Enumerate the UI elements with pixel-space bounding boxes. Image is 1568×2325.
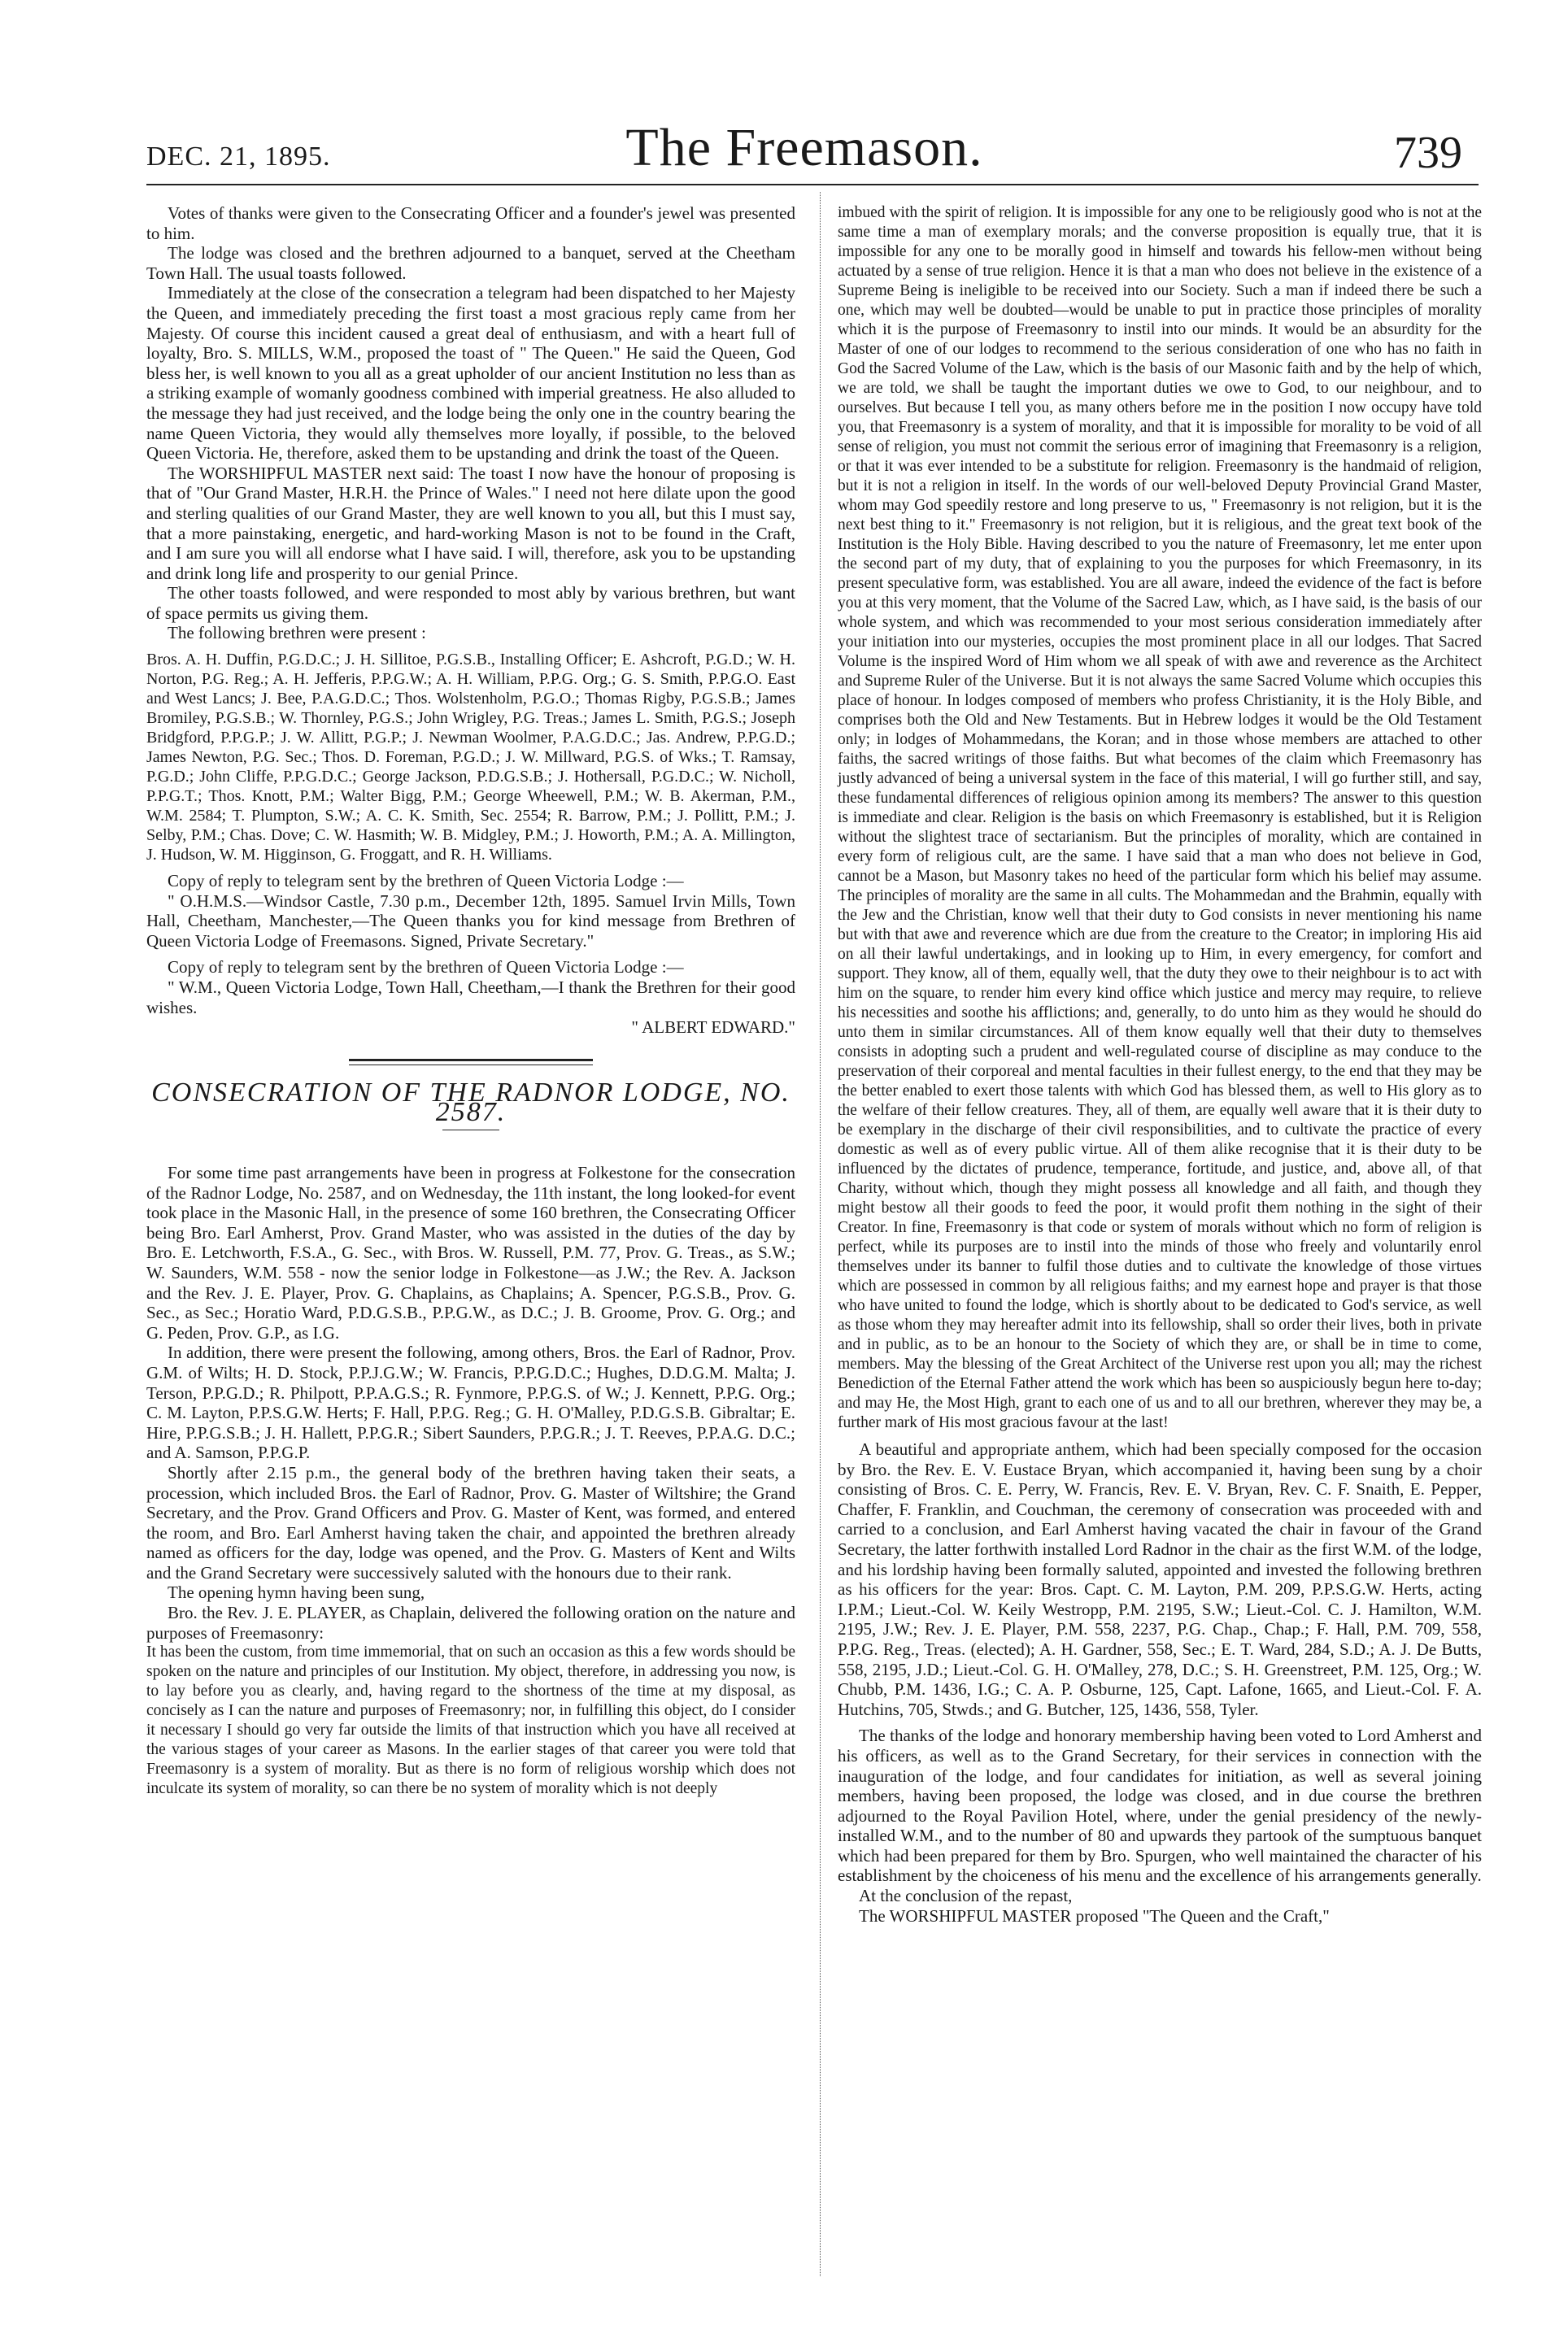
telegram-text: " O.H.M.S.—Windsor Castle, 7.30 p.m., December 12th, 1895. Samuel Irvin Mills, Town Hall, Cheetham, Manchester,—The Queen thanks you for kind message from Brethren of Queen Victoria Lodge of Freemasons. Signed, Private Secretary." [146, 890, 795, 951]
paragraph: At the conclusion of the repast, [859, 1886, 1073, 1906]
paragraph: Copy of reply to telegram sent by the brethren of Queen Victoria Lodge :— [168, 957, 684, 977]
paragraph: Bro. the Rev. J. E. PLAYER, as Chaplain, delivered the following oration on the nature and purposes of Freemasonry: [146, 1603, 795, 1643]
paragraph: Copy of reply to telegram sent by the brethren of Queen Victoria Lodge :— [168, 871, 684, 891]
paragraph: The opening hymn having been sung, [168, 1583, 425, 1603]
paragraph: The WORSHIPFUL MASTER next said: The toast I now have the honour of proposing is that of "Our Grand Master, H.R.H. the Prince of Wales." I need not here dilate upon the good and sterling qualities of our Grand Master, they are well known to you all, but this I must say, that a more painstaking, energetic, and hard-working Mason is not to be found in the Craft, and I am sure you will all endorse what I have said. I will, therefore, ask you to be upstanding and drink long life and prosperity to our genial Prince. [146, 463, 795, 583]
telegram-text: " W.M., Queen Victoria Lodge, Town Hall, Cheetham,—I thank the Brethren for their good wishes. [146, 977, 795, 1017]
section-rule [349, 1059, 593, 1065]
paragraph: The lodge was closed and the brethren adjourned to a banquet, served at the Cheetham Town Hall. The usual toasts followed. [146, 243, 795, 283]
article-heading: CONSECRATION OF THE RADNOR LODGE, NO. 2587. [151, 1077, 791, 1128]
right-column [838, 203, 1482, 1926]
issue-date: DEC. 21, 1895. [146, 142, 331, 172]
paragraph: The thanks of the lodge and honorary membership having been voted to Lord Amherst and his officers, as well as to the Grand Secretary, for their services in connection with the inauguration of the lodge, and four candidates for initiation, as well as several joining members, having been proposed, the lodge was closed, and in due course the brethren adjourned to the Royal Pavilion Hotel, where, under the genial presidency of the newly-installed W.M., and to the number of 80 and upwards they partook of the sumptuous banquet which had been prepared for them by Bro. Spurgen, who well maintained the character of his establishment by the choiceness of his menu and the excellence of his arrangements generally. [838, 1726, 1482, 1886]
telegram-signature: " ALBERT EDWARD." [631, 1017, 795, 1038]
masthead [146, 118, 1462, 179]
column-divider [820, 192, 821, 2276]
paragraph: Votes of thanks were given to the Consecrating Officer and a founder's jewel was presented to him. [146, 203, 795, 243]
paragraph: The following brethren were present : [168, 623, 426, 643]
paragraph: For some time past arrangements have been in progress at Folkestone for the consecration of the Radnor Lodge, No. 2587, and on Wednesday, the 11th instant, the long looked-for event took place in the Masonic Hall, in the presence of some 160 brethren, the Consecrating Officer being Bro. Earl Amherst, Prov. Grand Master, who was assisted in the duties of the day by Bro. E. Letchworth, F.S.A., G. Sec., with Bros. W. Russell, P.M. 77, Prov. G. Treas., as S.W.; W. Saunders, W.M. 558 - now the senior lodge in Folkestone—as J.W.; the Rev. A. Jackson and the Rev. J. E. Player, Prov. G. Chaplains, as Chaplains; A. Spencer, P.G.S.B., Prov. G. Sec., as Sec.; Horatio Ward, P.D.G.S.B., P.P.G.W., as D.C.; J. B. Groome, Prov. G. Org.; and G. Peden, Prov. G.P., as I.G. [146, 1163, 795, 1343]
paragraph: A beautiful and appropriate anthem, which had been specially composed for the occasion by Bro. the Rev. E. V. Eustace Bryan, which accompanied it, having been sung by a choir consisting of Bros. C. E. Perry, W. Francis, Rev. E. V. Bryan, Rev. C. F. Snaith, E. Pepper, Chaffer, F. Franklin, and Couchman, the ceremony of consecration was proceeded with and carried to a conclusion, and Earl Amherst having vacated the chair in favour of the Grand Secretary, the latter forthwith installed Lord Radnor in the chair as the first W.M. of the lodge, and his lordship having been formally saluted, appointed and invested the following brethren as his officers for the year: Bros. Capt. C. M. Layton, P.M. 209, P.P.S.G.W. Herts, acting I.P.M.; Lieut.-Col. W. Keily Westropp, P.M. 2195, S.W.; Lieut.-Col. C. J. Hamilton, W.M. 2195, J.W.; Rev. J. E. Player, P.M. 558, 2237, P.G. Chap., Chap.; F. Hall, P.M. 709, 558, P.P.G. Reg., Treas. (elected); A. H. Gardner, 558, Sec.; E. T. Ward, 284, S.D.; A. J. De Butts, 558, 2195, J.D.; Lieut.-Col. G. H. O'Malley, 278, D.C.; S. H. Greenstreet, P.M. 125, Org.; W. Chubb, P.M. 1436, I.G.; C. A. P. Osburne, 125, Capt. Lafone, 1665, and Lieut.-Col. F. A. Hutchins, 705, Stwds.; and G. Butcher, 125, 1436, 558, Tyler. [838, 1439, 1482, 1719]
paragraph: Immediately at the close of the consecration a telegram had been dispatched to her Majesty the Queen, and immediately preceding the first toast a most gracious reply came from her Majesty. Of course this incident caused a great deal of enthusiasm, and with a heart full of loyalty, Bro. S. MILLS, W.M., proposed the toast of " The Queen." He said the Queen, God bless her, is well known to you all as a great upholder of our ancient Institution no less than as a striking example of womanly goodness combined with imperial greatness. He also alluded to the message they had just received, and the lodge being the only one in the country bearing the name Queen Victoria, they would ally themselves more loyally, if possible, to the beloved Queen Victoria. He, therefore, asked them to be upstanding and drink the toast of the Queen. [146, 283, 795, 464]
left-column [146, 203, 795, 1799]
publication-title: The Freemason. [625, 118, 983, 177]
brethren-list: Bros. A. H. Duffin, P.G.D.C.; J. H. Sillitoe, P.G.S.B., Installing Officer; E. Ashcroft, P.G.D.; W. H. Norton, P.G. Reg.; A. H. Jefferis, P.P.G.W.; A. H. William, P.P.G. Org.; G. S. Smith, P.P.G.O. East and West Lancs; J. Bee, P.A.G.D.C.; Thos. Wolstenholm, P.G.O.; Thomas Rigby, P.G.S.B.; James Bromiley, P.G.S.B.; W. Thornley, P.G.S.; John Wrigley, P.G. Treas.; James L. Smith, P.G.S.; Joseph Bridgford, P.P.G.P.; J. W. Allitt, P.G.P.; J. Newman Woolmer, P.A.G.D.C.; Jas. Andrew, P.P.G.D.; James Newton, P.G. Sec.; Thos. D. Foreman, P.G.D.; J. W. Millward, P.G.S. of Wks.; T. Ramsay, P.G.D.; John Cliffe, P.P.G.D.C.; George Jackson, P.D.G.S.B.; J. Hothersall, P.G.D.C.; W. Nicholl, P.P.G.T.; Thos. Knott, P.M.; Walter Bigg, P.M.; George Wheewell, P.M.; W. B. Akerman, P.M., W.M. 2584; T. Plumpton, S.W.; A. C. K. Smith, Sec. 2554; R. Barrow, P.M.; J. Pollitt, P.M.; J. Selby, P.M.; Chas. Dove; C. W. Hasmith; W. B. Midgley, P.M.; J. Howorth, P.M.; A. A. Millington, J. Hudson, W. M. Higginson, G. Froggatt, and R. H. Williams. [146, 651, 795, 864]
paragraph: The WORSHIPFUL MASTER proposed "The Queen and the Craft," [859, 1905, 1330, 1926]
page-number: 739 [1394, 128, 1462, 178]
paragraph: In addition, there were present the following, among others, Bros. the Earl of Radnor, Prov. G.M. of Wilts; H. D. Stock, P.P.J.G.W.; W. Francis, P.P.G.D.C.; Hughes, D.D.G.M. Malta; J. Terson, P.P.G.D.; R. Philpott, P.P.A.G.S.; R. Fynmore, P.P.G.S. of W.; J. Kennett, P.P.G. Org.; C. M. Layton, P.P.S.G.W. Herts; F. Hall, P.P.G. Reg.; G. H. O'Malley, P.D.G.S.B. Gibraltar; E. Hire, P.P.G.S.B.; J. H. Hallett, P.P.G.R.; Sibert Saunders, P.P.G.R.; J. T. Reeves, P.P.A.G. D.C.; and A. Samson, P.P.G.P. [146, 1343, 795, 1463]
paragraph: Shortly after 2.15 p.m., the general body of the brethren having taken their seats, a procession, which included Bros. the Earl of Radnor, Prov. G. Master of Wiltshire; the Grand Secretary, and the Prov. Grand Officers and Prov. G. Master of Kent, was formed, and entered the room, and Bro. Earl Amherst having taken the chair, and appointed the brethren already named as officers for the day, lodge was opened, and the Prov. G. Masters of Kent and Wilts and the Grand Secretary were successively saluted with the honours due to their rank. [146, 1462, 795, 1583]
paragraph: The other toasts followed, and were responded to most ably by various brethren, but want of space permits us giving them. [146, 583, 795, 623]
oration-text: It has been the custom, from time immemorial, that on such an occasion as this a few words should be spoken on the nature and principles of our Institution. My object, therefore, in addressing you now, is to lay before you as clearly, and, having regard to the shortness of the time at my disposal, as concisely as I can the nature and purposes of Freemasonry; nor, in fulfilling this object, do I consider it necessary I should go very far outside the limits of that instruction which you have all received at the various stages of your career as Masons. In the earlier stages of that career you were told that Freemasonry is a system of morality. But as there is no form of religious worship which does not inculcate its system of morality, so can there be no system of morality which is not deeply [146, 1644, 795, 1798]
oration-continued: imbued with the spirit of religion. It is impossible for any one to be religiously good who is not at the same time a man of exemplary morals; and the converse proposition is equally true, that it is impossible for any one to be morally good in himself and towards his fellow-men without being actuated by a sense of true religion. Hence it is that a man who does not believe in the existence of a Supreme Being is ineligible to be received into our Society. Such a man if indeed there be such a one, which may well be doubted—would be unable to put in practice those principles of morality which it is the purpose of Freemasonry to instil into our minds. It would be an absurdity for the Master of one of our lodges to recommend to the serious consideration of one who has no faith in God the Sacred Volume of the Law, which is the basis of our Masonic faith and by the help of which, we are told, we shall be taught the important duties we owe to God, to our neighbour, and to ourselves. But because I tell you, as many others before me in the position I now occupy have told you, that Freemasonry is a system of morality, and that it is impossible for morality to be void of all sense of religion, you must not commit the serious error of imagining that Freemasonry is a religion, or that it was ever intended to be a substitute for religion. Freemasonry is the handmaid of religion, but it is not a religion in itself. In the words of our well-beloved Deputy Provincial Grand Master, whom may God speedily restore and long preserve to us, " Freemasonry is not religion, but it is the next best thing to it." Freemasonry is not religion, but it is religious, and the great text book of the Institution is the Holy Bible. Having described to you the nature of Freemasonry, let me enter upon the second part of my duty, that of explaining to you the purposes for which Freemasonry, in its present speculative form, was established. You are all aware, indeed the evidence of the fact is before you at this very moment, that the Volume of the Sacred Law, which, as I have said, is the basis of our whole system, and which was recommended to your most serious consideration immediately after your initiation into our mysteries, occupies the most prominent place in all our lodges. That Sacred Volume is the inspired Word of Him whom we all speak of with awe and reverence as the Architect and Supreme Ruler of the Universe. But it is not always the same Sacred Volume which occupies this place of honour. In lodges composed of members who profess Christianity, it is the Holy Bible, and comprises both the Old and New Testaments. But in Hebrew lodges it would be the Old Testament only; in lodges of Mohammedans, the Koran; and in those whose members are attached to other faiths, the sacred writings of those faiths. But what becomes of the claim which Freemasonry has justly advanced of being a universal system in the face of this material, I will go further still, and say, these fundamental differences of religious opinion among its members? The answer to this question is immediate and clear. Religion is the basis on which Freemasonry is established, but it is Religion without the slightest trace of sectarianism. But the principles of morality, which are contained in every form of religious cult, are the same. I have said that a man who does not believe in God, cannot be a Mason, but Masonry takes no heed of the particular form which his belief may assume. The principles of morality are the same in all cults. The Mohammedan and the Brahmin, equally with the Jew and the Christian, know well that their duty to God consists in never mentioning his name but with that awe and reverence which are due from the creature to the Creator; in imploring His aid on all their lawful undertakings, and in looking up to Him, in every emergency, for comfort and support. They know, all of them, equally well, that the duty they owe to their neighbour is to act with him on the square, to render him every kind office which justice and mercy may require, to relieve his necessities and soothe his afflictions; and, generally, to do unto him as they would he should do unto them in similar circumstances. All of them know equally well that their duty to themselves consists in adopting such a prudent and well-regulated course of discipline as may conduce to the preservation of their corporeal and mental faculties in their fullest energy, to the end that they may be the better enabled to exert those talents with which God has blessed them, as well to His glory as to the welfare of their fellow creatures. They, all of them, are equally well aware that it is their duty to be exemplary in the discharge of their civil responsibilities, and to cultivate the practice of every domestic as well as of every public virtue. All of them alike recognise that it is their duty to be influenced by the dictates of prudence, temperance, fortitude, and justice, and, above all, of that Charity, without which, though they might possess all knowledge and all faith, and though they might bestow all their goods to feed the poor, it would profit them nothing in the sight of their Creator. In fine, Freemasonry is that code or system of morals without which no form of religion is perfect, while its purposes are to instil into the minds of those who freely and voluntarily enrol themselves under its banner to fulfil those duties and to cultivate the knowledge of those virtues which are possessed in common by all religious faiths; and my earnest hope and prayer is that those who have united to found the lodge, which is shortly about to be dedicated to God's service, as well as those whom they may hereafter admit into its fellowship, shall so order their lives, both in private and in public, as to be an honour to the Society of which they are, or shall be in time to come, members. May the blessing of the Great Architect of the Universe rest upon you all; may the richest Benediction of the Eternal Father attend the work which has been so auspiciously begun here to-day; and may He, the Most High, grant to each one of us and to all our brethren, wherever they may be, a further mark of His most gracious favour at the last! [838, 204, 1482, 1431]
masthead-rule [146, 184, 1479, 185]
